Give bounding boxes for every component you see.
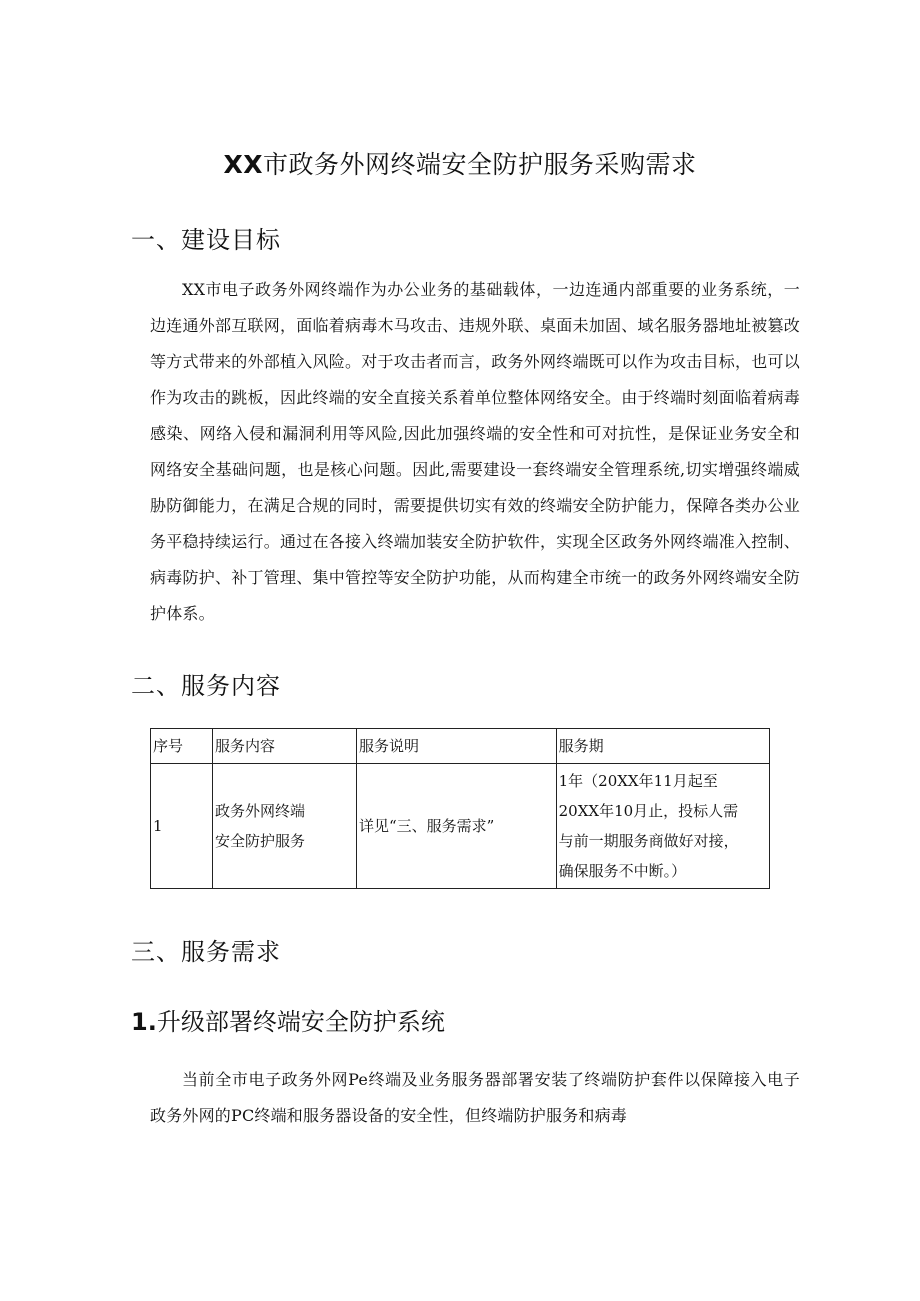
cell-period-line: 确保服务不中断。）: [558, 862, 687, 880]
goals-paragraph: XX市电子政务外网终端作为办公业务的基础载体，一边连通内部重要的业务系统，一边连通外部互联网，面临着病毒木马攻击、违规外联、桌面未加固、域名服务器地址被篡改等方式带来的外部植入风险。对于攻击者而言，政务外网终端既可以作为攻击目标，也可以作为攻击的跳板，因此终端的安全直接关系着单位整体网络安全。由于终端时刻面临着病毒感染、网络入侵和漏洞利用等风险,因此加强终端的安全性和可对抗性，是保证业务安全和网络安全基础问题，也是核心问题。因此,需要建设一套终端安全管理系统,切实增强终端威胁防御能力，在满足合规的同时，需要提供切实有效的终端安全防护能力，保障各类办公业务平稳持续运行。通过在各接入终端加装安全防护软件，实现全区政务外网终端准入控制、病毒防护、补丁管理、集中管控等安全防护功能，从而构建全市统一的政务外网终端安全防护体系。: [150, 280, 800, 623]
document-title: [0, 148, 920, 182]
cell-no: 1: [151, 764, 213, 889]
requirements-paragraph: 当前全市电子政务外网Pe终端及业务服务器部署安装了终端防护套件以保障接入电子政务外网的PC终端和服务器设备的安全性，但终端防护服务和病毒: [150, 1070, 800, 1125]
title-prefix: XX: [223, 150, 264, 179]
cell-content-line: 政务外网终端: [214, 802, 305, 820]
subsection-number: 1.: [131, 1008, 157, 1036]
subsection-heading: [131, 1006, 445, 1038]
cell-period: [556, 764, 769, 889]
header-cell-desc: 服务说明: [357, 729, 557, 764]
cell-content: [212, 764, 356, 889]
header-cell-content: 服务内容: [212, 729, 356, 764]
cell-period-line: 1年（20XX年11月起至: [558, 772, 718, 790]
cell-content-line: 安全防护服务: [214, 832, 305, 850]
section-heading-service-content: 二、服务内容: [131, 672, 281, 700]
service-table: [150, 728, 770, 889]
cell-period-line: 20XX年10月止，投标人需: [558, 802, 739, 820]
subsection-title: 升级部署终端安全防护系统: [156, 1008, 445, 1036]
title-text: 市政务外网终端安全防护服务采购需求: [263, 150, 697, 179]
cell-desc: 详见“三、服务需求”: [357, 764, 557, 889]
section-heading-goals: 一、建设目标: [131, 226, 281, 254]
header-cell-period: 服务期: [556, 729, 769, 764]
table-row: [151, 764, 770, 889]
header-cell-no: 序号: [151, 729, 213, 764]
cell-period-line: 与前一期服务商做好对接，: [558, 832, 739, 850]
section-heading-requirements: 三、服务需求: [131, 938, 281, 966]
table-header-row: [151, 729, 770, 764]
